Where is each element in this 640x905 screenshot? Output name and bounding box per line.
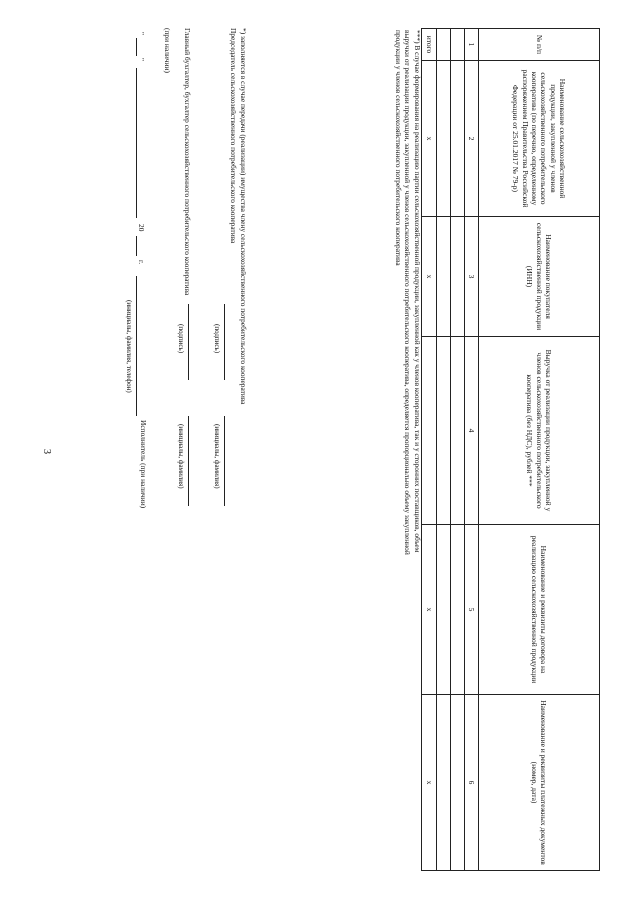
executor-line [136,276,137,416]
accountant-initials-hint: (инициалы, фамилия) [177,424,185,489]
header-cell: Наименование и реквизиты договора на реализацию сельскохозяйственной продукции [479,525,600,695]
date-year-line [136,236,137,256]
date-century: 20 [137,224,146,232]
date-quote-close: " [137,58,146,62]
date-month-line [136,68,137,218]
table-cell [450,29,464,61]
column-number-row [464,29,478,871]
table-cell [450,525,464,695]
table-cell: х [422,61,436,217]
accountant-signature-hint: (подпись) [177,324,185,354]
table-cell [450,695,464,871]
table-cell: х [422,695,436,871]
table-row [436,29,450,871]
header-cell: Наименование и реквизиты платежных документов (номер, дата) [479,695,600,871]
table-cell: х [422,525,436,695]
date-day-line [136,38,137,56]
table-cell [450,61,464,217]
table-cell [436,61,450,217]
chairman-initials-hint: (инициалы, фамилия) [213,424,221,489]
date-year-suffix: г. [137,260,146,265]
chairman-signature-line [224,304,225,380]
table-footnote: ***) В случае формирования на реализацию партии сельскохозяйственной продукции, закупленной как у членов кооператива, так и у сторонних поставщиков, объем выручки от реализации продукции, закупленной у членов сельскохозяйственного потребительского кооператива, определяется пропорционально объему закупленной продукции у членов сельскохозяйственного потребительского кооператива [393,30,422,555]
table-row [450,29,464,871]
accountant-signature-line [188,304,189,380]
total-label-cell: итого [422,29,436,61]
accountant-note: (при наличии) [163,28,172,73]
column-number-cell: 6 [464,695,478,871]
report-table [421,28,600,871]
table-cell [436,525,450,695]
column-number-cell: 1 [464,29,478,61]
table-cell [436,29,450,61]
landscape-content [20,28,600,870]
footnote-star: *) заполняется в случае передачи (реализации) имущества члену сельскохозяйственного потребительского кооператива [239,28,248,405]
executor-label: Исполнитель (при наличии) [139,420,148,509]
table-cell [450,217,464,337]
header-cell: Наименование покупателя сельскохозяйственной продукции (ИНН) [479,217,600,337]
header-cell: Наименование сельскохозяйственной продукции, закупленной у членов сельскохозяйственного потребительского кооператива (по перечню, определенному распоряжением Правительства Российской Федерации от 25.01.2017 № 79-р) [479,61,600,217]
table-cell [422,337,436,525]
table-cell [436,217,450,337]
header-cell: Выручка от реализации продукции, закупленной у членов сельскохозяйственного потребительского кооператива (без НДС), рублей *** [479,337,600,525]
accountant-initials-line [188,416,189,506]
page-number: 3 [41,449,52,454]
chairman-signature-hint: (подпись) [213,324,221,354]
table-cell [436,337,450,525]
column-number-cell: 5 [464,525,478,695]
date-quote-open: " [137,32,146,36]
header-cell: № п/п [479,29,600,61]
table-cell [450,337,464,525]
executor-hint: (инициалы, фамилия, телефон) [125,300,133,393]
column-number-cell: 2 [464,61,478,217]
accountant-label: Главный бухгалтер, бухгалтер сельскохозяйственного потребительского кооператива [183,28,192,296]
table-cell: х [422,217,436,337]
table-header-row [479,29,600,871]
chairman-label: Председатель сельскохозяйственного потребительского кооператива [229,28,238,244]
chairman-initials-line [224,416,225,506]
column-number-cell: 4 [464,337,478,525]
table-total-row [422,29,436,871]
column-number-cell: 3 [464,217,478,337]
table-cell [436,695,450,871]
